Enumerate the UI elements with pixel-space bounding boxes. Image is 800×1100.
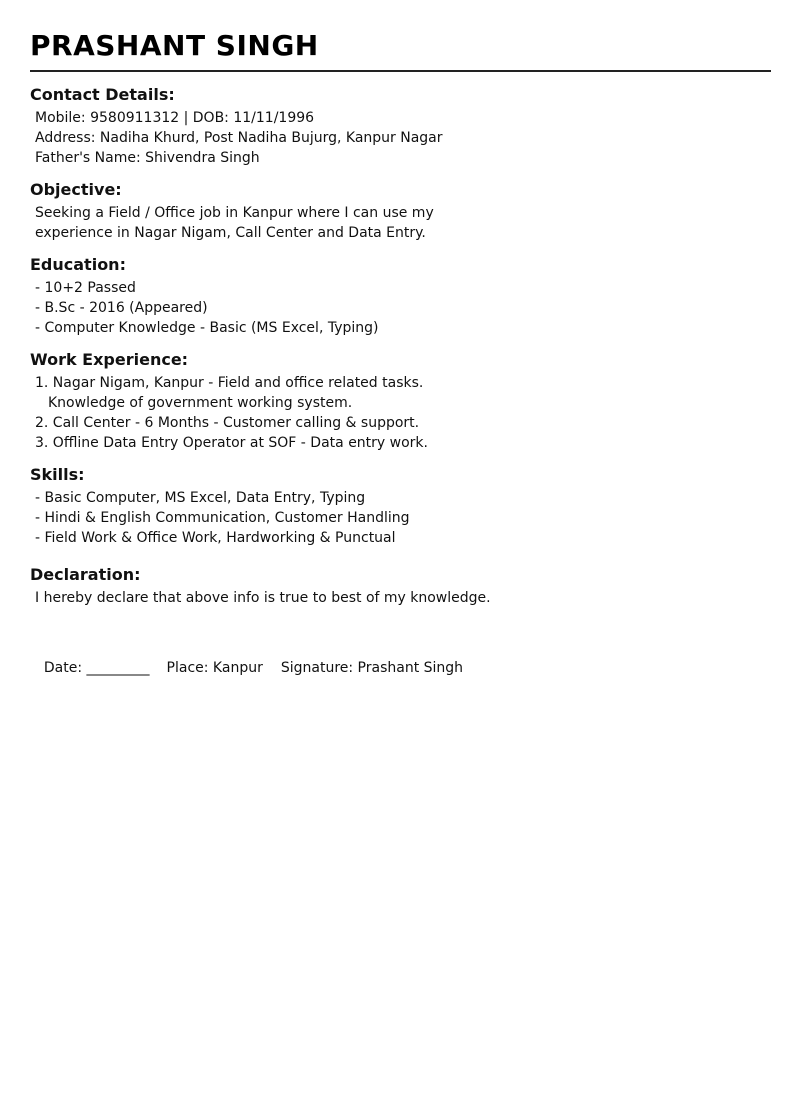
skills-section [30,465,771,548]
work-item: 2. Call Center - 6 Months - Customer calling & support. [35,415,420,431]
work-item: 1. Nagar Nigam, Kanpur - Field and office related tasks. [35,375,424,391]
header-divider [30,70,771,72]
work-item-continuation: Knowledge of government working system. [48,395,353,411]
objective-heading: Objective: [30,180,122,199]
education-item: - Computer Knowledge - Basic (MS Excel, Typing) [35,320,379,336]
contact-lines [30,108,771,168]
education-item: - 10+2 Passed [35,280,136,296]
skills-item: - Hindi & English Communication, Customer Handling [35,510,410,526]
skills-item: - Basic Computer, MS Excel, Data Entry, Typing [35,490,366,506]
contact-heading: Contact Details: [30,85,175,104]
declaration-text: I hereby declare that above info is true to best of my knowledge. [35,590,491,606]
work-item: 3. Offline Data Entry Operator at SOF - Data entry work. [35,435,428,451]
work-heading: Work Experience: [30,350,189,369]
date-field: Date: _________ [43,660,150,676]
contact-section [30,85,771,168]
education-heading: Education: [30,255,126,274]
work-section [30,350,771,453]
contact-father-name: Father's Name: Shivendra Singh [35,150,260,166]
work-lines [30,373,771,453]
candidate-name: PRASHANT SINGH [30,29,319,62]
objective-lines [30,203,771,243]
skills-lines [30,488,771,548]
signature-row [35,638,463,678]
education-lines [30,278,771,338]
signature-field: Signature: Prashant Singh [280,660,464,676]
education-section [30,255,771,338]
skills-item: - Field Work & Office Work, Hardworking & Punctual [35,530,396,546]
contact-address: Address: Nadiha Khurd, Post Nadiha Bujurg, Kanpur Nagar [35,130,443,146]
skills-heading: Skills: [30,465,85,484]
place-field: Place: Kanpur [166,660,263,676]
objective-line: Seeking a Field / Office job in Kanpur where I can use my [35,205,434,221]
declaration-heading: Declaration: [30,565,141,584]
declaration-section [30,565,771,608]
objective-line: experience in Nagar Nigam, Call Center and Data Entry. [35,225,426,241]
education-item: - B.Sc - 2016 (Appeared) [35,300,208,316]
resume-page [30,28,771,72]
contact-mobile-dob: Mobile: 9580911312 | DOB: 11/11/1996 [35,110,315,126]
declaration-lines [30,588,771,608]
objective-section [30,180,771,243]
